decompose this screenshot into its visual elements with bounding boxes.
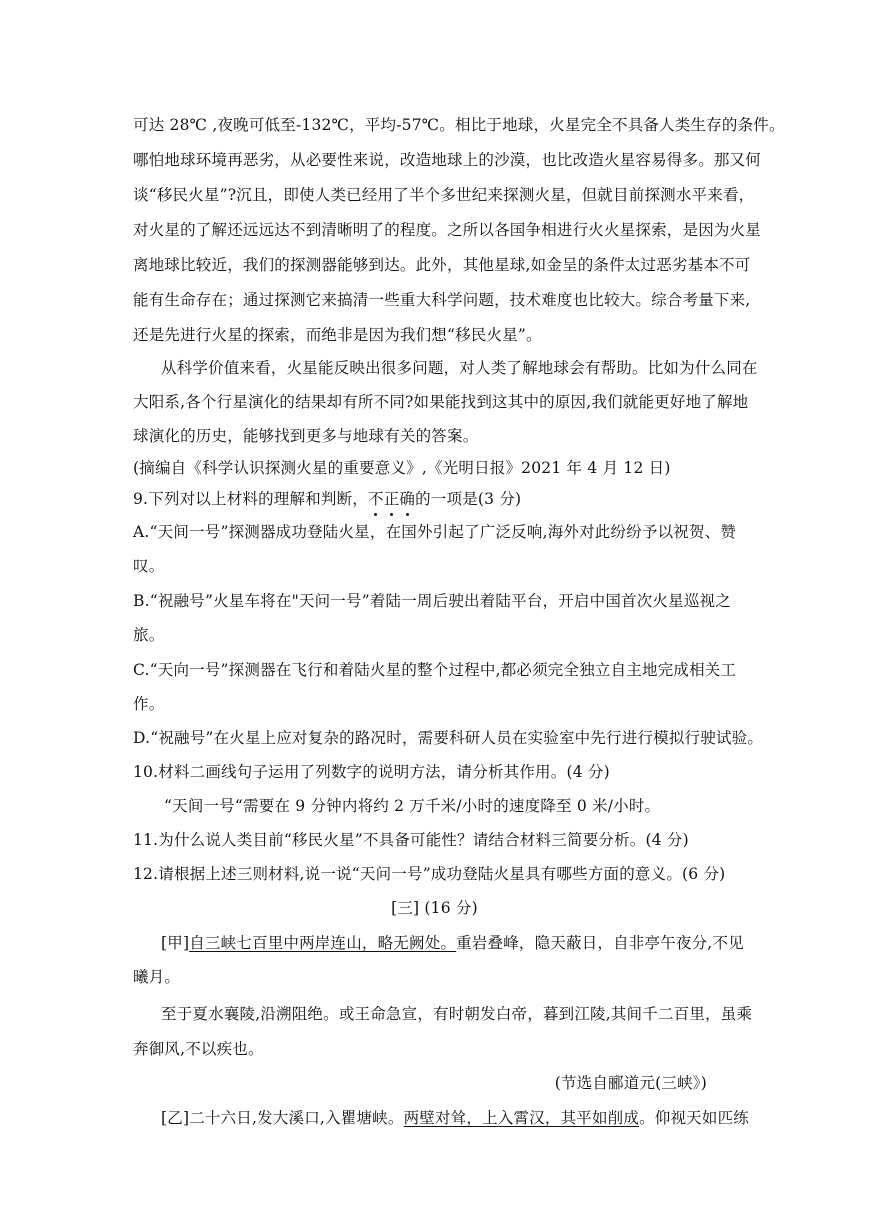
- yi-line1: [161, 1108, 749, 1128]
- passage-line: 大阳系,各个行星演化的结果却有所不同?如果能找到这其中的原因,我们就能更好地了解地: [133, 393, 749, 411]
- question-9-prefix: 9.下列对以上材料的理解和判断，: [133, 490, 368, 508]
- option-a-line1: A.“天间一号”探测器成功登陆火星，在国外引起了广泛反响,海外对此纷纷予以祝贺、赞: [133, 523, 737, 541]
- option-d: D.“祝融号”在火星上应对复杂的路况时，需要科研人员在实验室中先行进行模拟行驶试验。: [133, 729, 764, 747]
- question-9: [133, 489, 521, 509]
- passage-line: 球演化的历史，能够找到更多与地球有关的答案。: [133, 427, 479, 445]
- jia-label: [甲]: [161, 934, 190, 952]
- passage-line: 还是先进行火星的探索，而绝非是因为我们想“移民火星”。: [133, 326, 542, 344]
- jia-p2-line2: 奔御风,不以疾也。: [133, 1040, 264, 1058]
- underlined-sentence: 自三峡七百里中两岸连山，略无阙处。: [189, 934, 457, 952]
- emphasis-dot-char: 正: [383, 490, 400, 508]
- question-10: 10.材料二画线句子运用了列数字的说明方法，请分析其作用。(4 分): [133, 763, 610, 781]
- passage-line: 离地球比较近，我们的探测器能够到达。此外，其他星球,如金呈的条件太过恶劣基本不可: [133, 256, 751, 274]
- option-a-line2: 叹。: [133, 557, 165, 575]
- question-9-suffix: 的一项是(3 分): [415, 490, 522, 508]
- passage-line: 对火星的了解还远远达不到清晰明了的程度。之所以各国争相进行火火星探索，是因为火星: [133, 221, 762, 239]
- option-c-line2: 作。: [133, 695, 165, 713]
- section-heading: [三] (16 分): [391, 899, 478, 917]
- option-b-line2: 旅。: [133, 626, 165, 644]
- yi-text: [乙]二十六日,发大溪口,入瞿塘峡。: [161, 1109, 404, 1127]
- question-10-quote: “天间一号“需要在 9 分钟内将约 2 万千米/小时的速度降至 0 米/小时。: [164, 797, 661, 815]
- option-b-line1: B.“祝融号”火星车将在"天问一号”着陆一周后驶出着陆平台，开启中国首次火星巡视之: [133, 592, 731, 610]
- passage-line: 可达 28℃ ,夜晚可低至-132℃，平均-57℃。相比于地球，火星完全不具备人类生存的条件。: [133, 116, 785, 134]
- question-11: 11.为什么说人类目前“移民火星”不具备可能性？请结合材料三简要分析。(4 分): [133, 831, 689, 849]
- underlined-sentence: 两壁对耸，上入霄汉，其平如削成: [403, 1109, 640, 1127]
- jia-source: (节选自郦道元(三峡》): [554, 1074, 707, 1092]
- passage-line: 哪怕地球环境再恶劣，从必要性来说，改造地球上的沙漠，也比改造火星容易得多。那又何: [133, 151, 762, 169]
- jia-line2: 曦月。: [133, 968, 181, 986]
- jia-p2-line1: 至于夏水襄陵,沿溯阻绝。或王命急宣，有时朝发白帝，暮到江陵,其间千二百里，虽乘: [161, 1005, 753, 1023]
- emphasis-dot-char: 确: [399, 490, 416, 508]
- yi-text: 。仰视天如匹练: [639, 1109, 749, 1127]
- passage-line: 能有生命存在；通过探测它来搞清一些重大科学问题，技术难度也比较大。综合考量下来,: [133, 291, 751, 309]
- passage-line: 谈“移民火星”?沉且，即使人类已经用了半个多世纪来探测火星，但就目前探测水平来看，: [133, 186, 755, 204]
- emphasis-dot-char: 不: [368, 490, 384, 508]
- passage-line: 从科学价值来看，火星能反映出很多问题，对人类了解地球会有帮助。比如为什么同在: [161, 359, 758, 377]
- jia-line1: [161, 933, 744, 953]
- question-12: 12.请根据上述三则材料,说一说“天问一号”成功登陆火星具有哪些方面的意义。(6 分): [133, 865, 726, 883]
- passage-source: (摘编自《科学认识探测火星的重要意义》,《光明日报》2021 年 4 月 12 日): [133, 459, 671, 477]
- option-c-line1: C.“天向一号”探测器在飞行和着陆火星的整个过程中,都必须完全独立自主地完成相关工: [133, 661, 737, 679]
- jia-text: 重岩叠峰，隐天蔽日，自非亭午夜分,不见: [456, 934, 744, 952]
